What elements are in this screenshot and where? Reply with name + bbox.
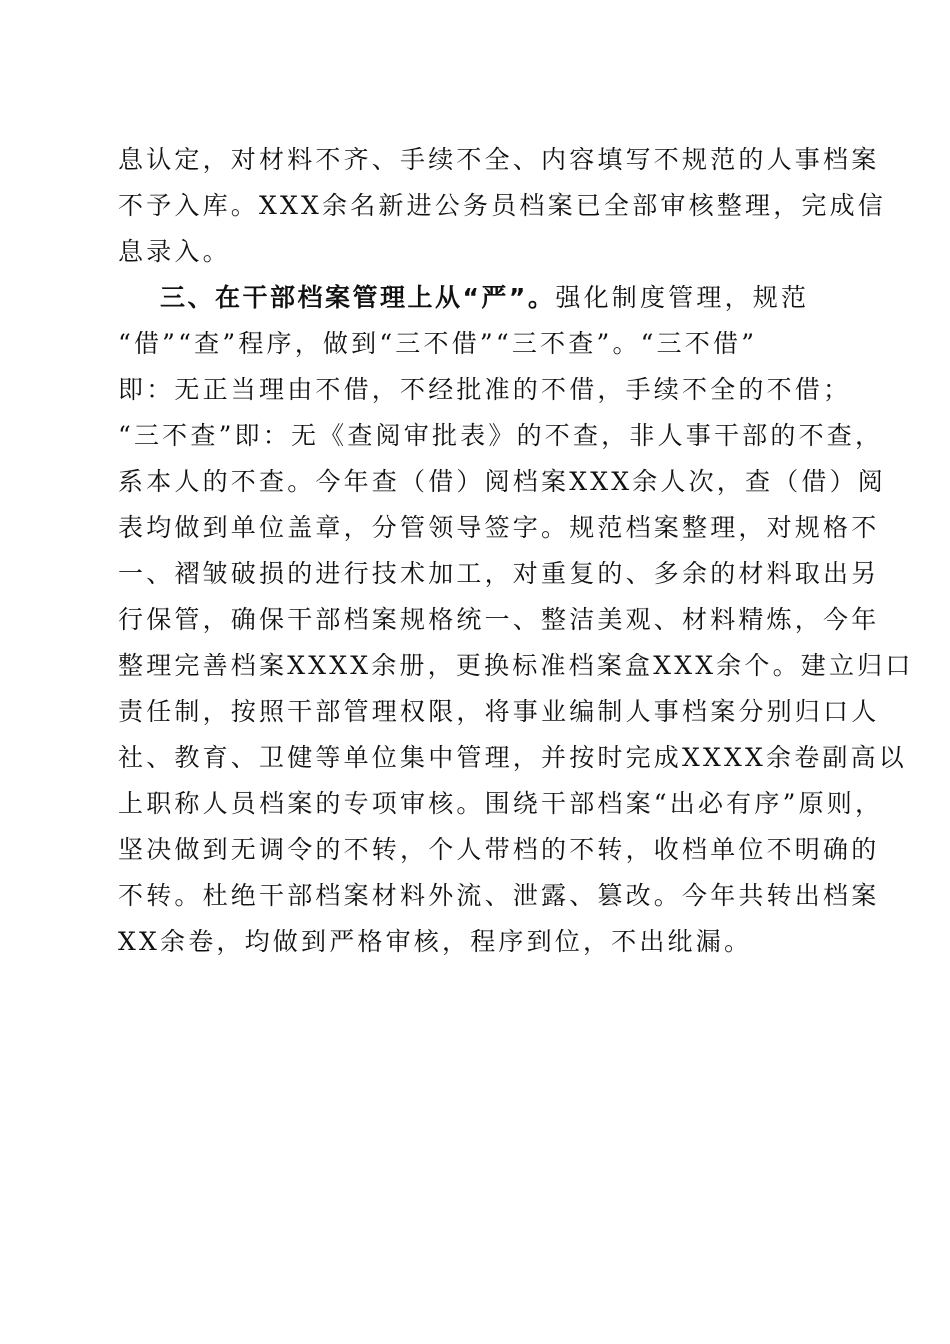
text-line: 一、褶皱破损的进行技术加工，对重复的、多余的材料取出另 [118,559,880,588]
paragraph-archive-management [118,275,914,965]
text-line: 不予入库。XXX余名新进公务员档案已全部审核整理，完成信 [118,191,886,220]
text-line: “三不查”即：无《查阅审批表》的不查，非人事干部的不查， [118,421,884,450]
text-line: 社、教育、卫健等单位集中管理，并按时完成XXXX余卷副高以 [118,743,907,772]
text-line: XX余卷，均做到严格审核，程序到位，不出纰漏。 [118,927,753,956]
text-line: 不转。杜绝干部档案材料外流、泄露、篡改。今年共转出档案 [118,881,880,910]
text-line: 上职称人员档案的专项审核。围绕干部档案“出必有序”原则， [118,789,884,818]
text-line: 表均做到单位盖章，分管领导签字。规范档案整理，对规格不 [118,513,880,542]
text-line: 息录入。 [118,237,231,266]
text-line: 行保管，确保干部档案规格统一、整洁美观、材料精炼，今年 [118,605,880,634]
text-line: “借”“查”程序，做到“三不借”“三不查”。“三不借” [118,329,758,358]
section-heading: 三、在干部档案管理上从“严”。 [160,283,556,312]
text-line: 即：无正当理由不借，不经批准的不借，手续不全的不借； [118,375,852,404]
first-line-text: 强化制度管理，规范 [555,283,810,312]
text-line: 息认定，对材料不齐、手续不全、内容填写不规范的人事档案 [118,145,880,174]
text-line: 坚决做到无调令的不转，个人带档的不转，收档单位不明确的 [118,835,880,864]
first-line [118,275,830,321]
text-line: 责任制，按照干部管理权限，将事业编制人事档案分别归口人 [118,697,880,726]
paragraph-continuation [118,137,886,275]
text-line: 整理完善档案XXXX余册，更换标准档案盒XXX余个。建立归口 [118,651,914,680]
text-line: 系本人的不查。今年查（借）阅档案XXX余人次，查（借）阅 [118,467,886,496]
